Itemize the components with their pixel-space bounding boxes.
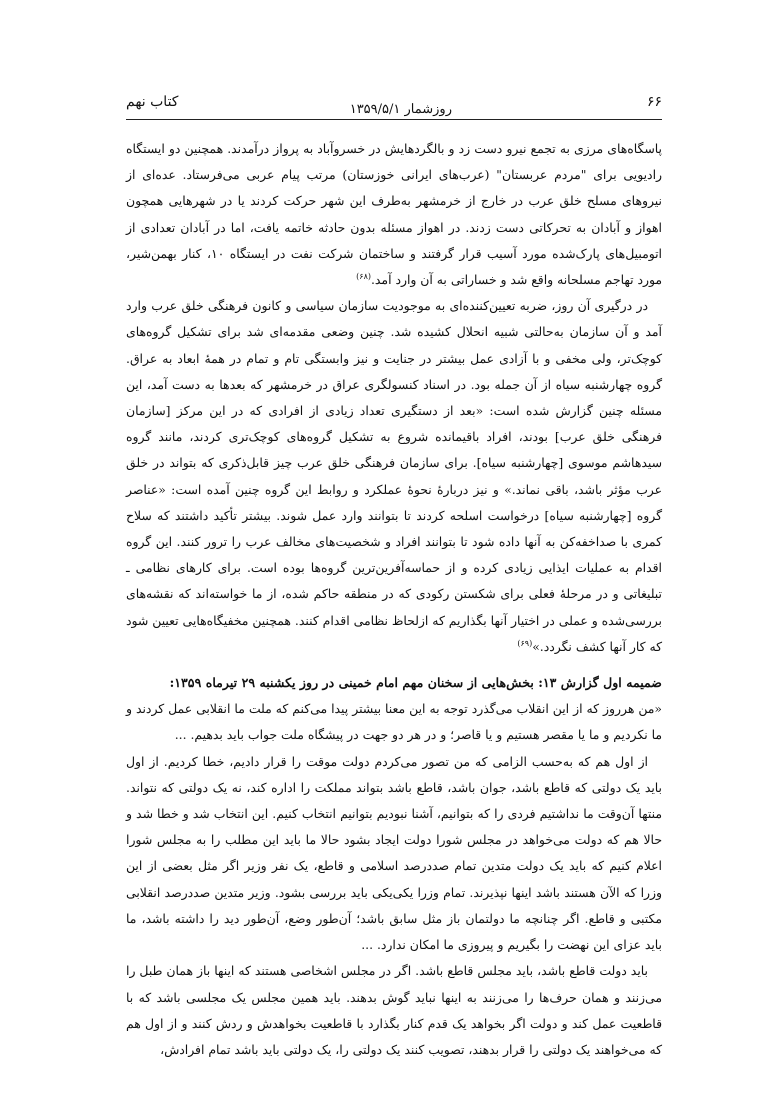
body-text [126,136,662,1063]
quote-paragraph: باید دولت قاطع باشد، باید مجلس قاطع باشد. اگر در مجلس اشخاصی هستند که اینها باز همان طبل را می‌زنند و همان حرف‌ها را می‌زنند به اینها نباید گوش بدهند. باید همین مجلس یک مجلسی باشد که با قاطعیت عمل کند و دولت اگر بخواهد یک قدم کنار بگذارد با قاطعیت بخواهدش و ردش کنند و از اول هم که می‌خواهند یک دولتی را قرار بدهند، تصویب کنند یک دولتی را، یک دولتی باید باشد تمام افرادش، [126,963,662,1057]
section-gap [126,660,662,670]
paragraph-text: پاسگاه‌های مرزی به تجمع نیرو دست زد و بالگردهایش در خسروآباد به پرواز درآمدند. همچنین دو ایستگاه رادیویی برای "مردم عربستان" (عرب‌های ایرانی خوزستان) مرتب پیام عربی می‌فرستاد. عده‌ای از نیروهای مسلح خلق عرب در خارج از خرمشهر به‌طرف این شهر حرکت کردند یا در شهرهایی همچون اهواز و آبادان به تحرکاتی دست زدند. در اهواز مسئله بدون حادثه خاتمه یافت، اما در آبادان تعدادی از اتومبیل‌های پارک‌شده مورد آسیب قرار گرفتند و ساختمان شرکت نفت در ایستگاه ۱۰، کنار بهمن‌شیر، مورد تهاجم مسلحانه واقع شد و خساراتی به آن وارد آمد. [126,141,662,288]
running-header [126,82,662,122]
quote-paragraph: «من هرروز که از این انقلاب می‌گذرد توجه به این معنا بیشتر پیدا می‌کنم که ملت ما انقلابی عمل کردند و ما نکردیم و ما یا مقصر هستیم و یا قاصر؛ و در هر دو جهت در پیشگاه ملت جواب باید بدهیم. ... [126,701,662,743]
paragraph [126,293,662,660]
paragraph-text: در درگیری آن روز، ضربه تعیین‌کننده‌ای به موجودیت سازمان سیاسی و کانون فرهنگی خلق عرب وارد آمد و آن سازمان به‌حالتی شبیه انحلال کشیده شد. چنین وضعی مقدمه‌ای شد برای تشکیل گروه‌های کوچک‌تر، ولی مخفی و با آزادی عمل بیشتر در جنایت و نیز وابستگی تام و تمام در همهٔ ابعاد به عراق. گروه چهارشنبه سیاه از آن جمله بود. در اسناد کنسولگری عراق در خرمشهر که بعدها به دست آمد، این مسئله چنین گزارش شده است: «بعد از دستگیری تعداد زیادی از افرادی که در این مرکز [سازمان فرهنگی خلق عرب] بودند، افراد باقیمانده شروع به تشکیل گروه‌های کوچک‌تری کردند، مانند گروه سیدهاشم موسوی [چهارشنبه سیاه]. برای سازمان فرهنگی خلق عرب چیز قابل‌ذکری که بتواند در خلق عرب مؤثر باشد، باقی نماند.» و نیز دربارهٔ نحوهٔ عملکرد و روابط این گروه چنین آمده است: «عناصر گروه [چهارشنبه سیاه] درخواست اسلحه کردند تا بتوانند وارد عمل شوند. بیشتر تأکید داشتند که سلاح کمری با صداخفه‌کن به آنها داده شود تا بتوانند افراد و شخصیت‌های مخالف عرب را ترور کنند. این گروه اقدام به عملیات ایذایی زیادی کرده و از حماسه‌آفرین‌ترین گروه‌ها بوده است. برای کارهای نظامی ـ تبلیغاتی و در مرحلهٔ فعلی برای شکستن رکودی که در منطقه حاکم شده، از ما خواسته‌اند که نقشه‌های بررسی‌شده و عملی در اختیار آنها بگذاریم که ازلحاظ نظامی اقدام کنند. همچنین مخفیگاه‌هایی تعیین شود که کار آنها کشف نگردد.» [126,298,662,654]
footnote-ref: (۶۸) [356,271,371,281]
footnote-ref: (۶۹) [517,638,533,648]
appendix-heading: ضمیمه اول گزارش ۱۳: بخش‌هایی از سخنان مهم امام خمینی در روز یکشنبه ۲۹ تیرماه ۱۳۵۹: [169,675,662,691]
running-date: روزشمار ۱۳۵۹/۵/۱ [349,102,452,117]
header-rule [126,119,662,120]
quote-paragraph: از اول هم که به‌حسب الزامی که من تصور می‌کردم دولت موقت را قرار دادیم، خطا کردیم. از اول باید یک دولتی که قاطع باشد، جوان باشد، قاطع باشد بتواند مملکت را اداره کند، نه یک دولتی که نتواند. منتها آن‌وقت ما نداشتیم فردی را که بتوانیم، آشنا نبودیم بتوانیم انتخاب کنیم. این انتخاب شد و خطا شد و حالا هم که دولت می‌خواهد در مجلس شورا دولت ایجاد بشود حالا ما باید این مطلب را به مجلس شورا اعلام کنیم که باید یک دولت متدین تمام صددرصد اسلامی و قاطع، یک نفر وزیر اگر مثل بعضی از این وزرا که الآن هستند باشد اینها نپذیرند. تمام وزرا یکی‌یکی باید بررسی بشود. وزیر متدین صددرصد انقلابی مکتبی و قاطع. اگر چنانچه ما دولتمان باز مثل سابق باشد؛ آن‌طور وضع، آن‌طور دید را داشته باشد، ما باید عزای این نهضت را بگیریم و پیروزی ما امکان ندارد. ... [126,753,662,953]
page-number: ۶۶ [646,94,662,110]
paragraph [126,136,662,293]
book-title: کتاب نهم [126,94,179,110]
